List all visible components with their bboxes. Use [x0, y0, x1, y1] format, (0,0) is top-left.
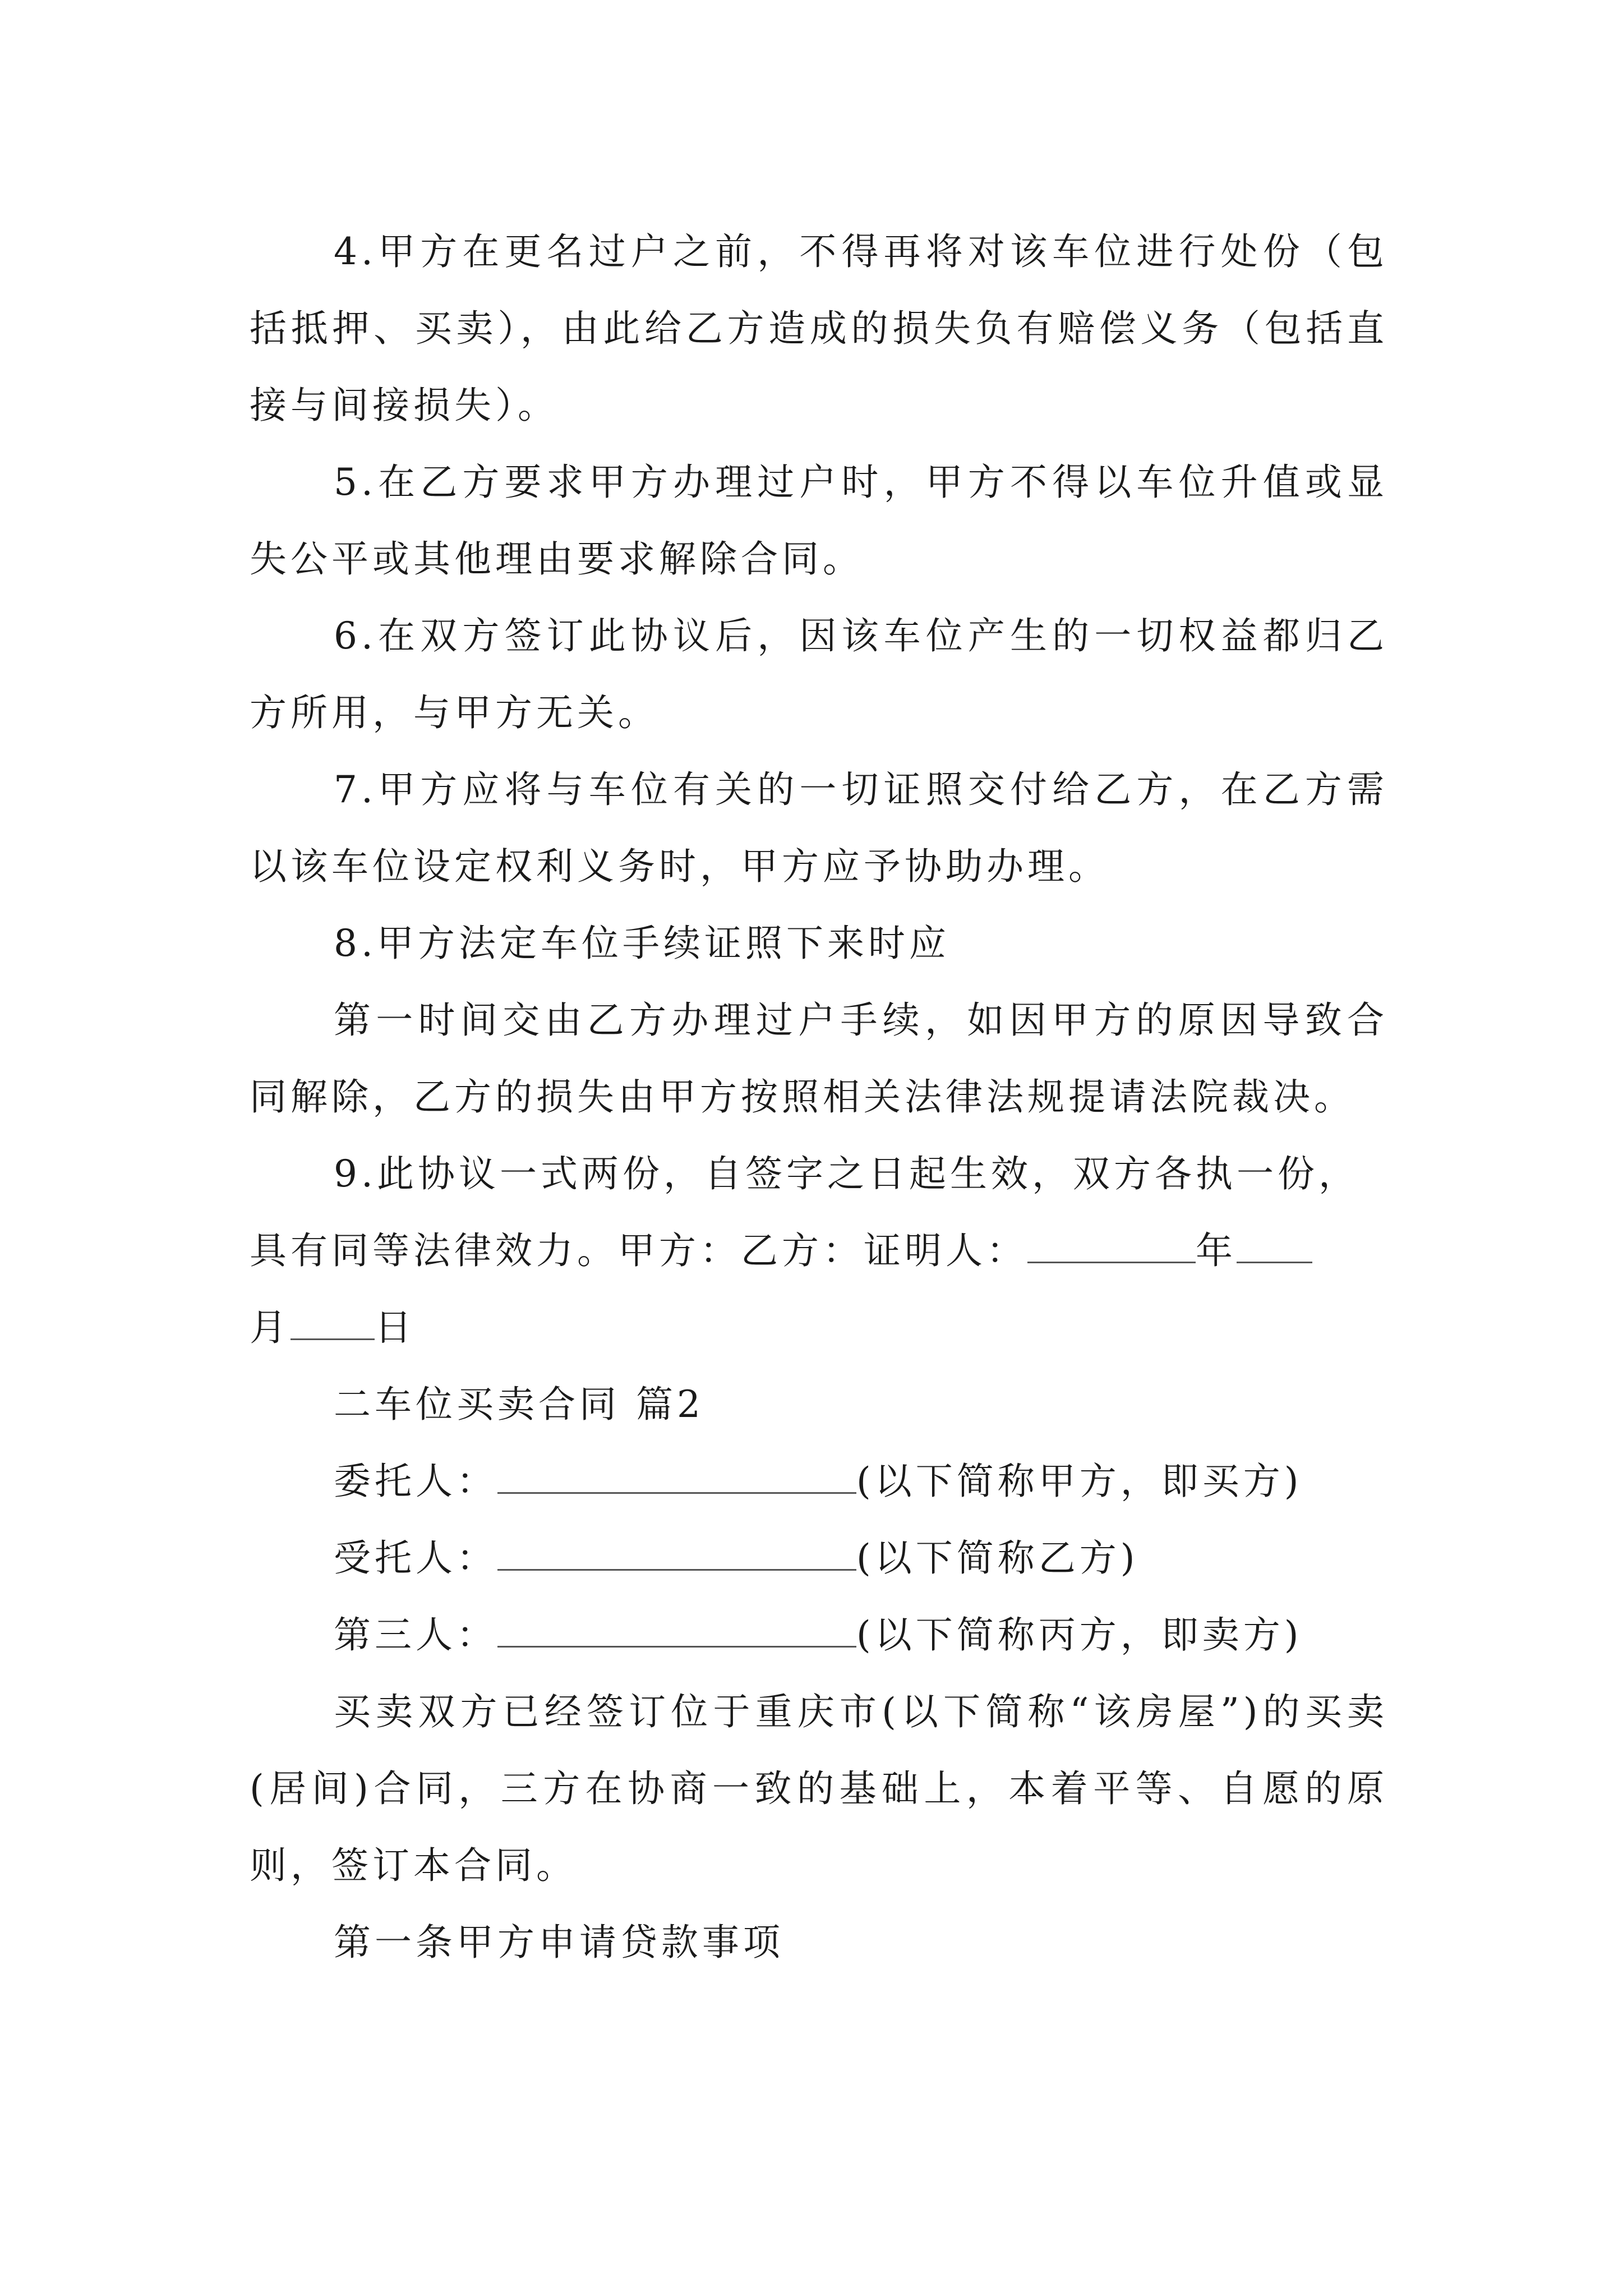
clause-9-parties-text: 具有同等法律效力。甲方：乙方：证明人：	[250, 1229, 1027, 1272]
clause-5: 5.在乙方要求甲方办理过户时，甲方不得以车位升值或显失公平或其他理由要求解除合同。	[250, 461, 1388, 581]
agent-line	[250, 1520, 1388, 1596]
clause-4: 4.甲方在更名过户之前，不得再将对该车位进行处份（包括抵押、买卖），由此给乙方造成的损失负有赔偿义务（包括直接与间接损失）。	[250, 230, 1388, 427]
year-month-blank[interactable]	[1237, 1226, 1312, 1263]
third-party-note: (以下简称丙方，即卖方)	[856, 1613, 1303, 1657]
clause-8: 8.甲方法定车位手续证照下来时应	[334, 922, 950, 965]
day-blank[interactable]	[291, 1303, 375, 1340]
clause-9-line-2	[250, 1212, 1388, 1289]
principal-label: 委托人：	[334, 1460, 497, 1503]
clause-8-continued: 第一时间交由乙方办理过户手续，如因甲方的原因导致合同解除，乙方的损失由甲方按照相关法律法规提请法院裁决。	[250, 999, 1388, 1119]
document-page	[250, 213, 1388, 1981]
agent-note: (以下简称乙方)	[856, 1536, 1139, 1580]
clause-7: 7.甲方应将与车位有关的一切证照交付给乙方，在乙方需以该车位设定权利义务时，甲方应予协助办理。	[250, 768, 1388, 888]
agent-blank[interactable]	[497, 1533, 856, 1571]
clause-6: 6.在双方签订此协议后，因该车位产生的一切权益都归乙方所用，与甲方无关。	[250, 614, 1388, 734]
clause-9-line-1: 9.此协议一式两份，自签字之日起生效，双方各执一份，	[334, 1152, 1359, 1195]
month-label: 月	[250, 1306, 291, 1349]
clause-9	[250, 1135, 1388, 1366]
third-party-blank[interactable]	[497, 1610, 856, 1648]
agent-label: 受托人：	[334, 1536, 497, 1580]
principal-blank[interactable]	[497, 1456, 856, 1494]
signature-blank[interactable]	[1027, 1226, 1196, 1263]
contract-intro: 买卖双方已经签订位于重庆市(以下简称“该房屋”)的买卖(居间)合同，三方在协商一致的基础上，本着平等、自愿的原则，签订本合同。	[250, 1690, 1388, 1887]
clause-9-line-3	[250, 1289, 1388, 1366]
article-1-heading: 第一条甲方申请贷款事项	[334, 1921, 784, 1964]
third-party-label: 第三人：	[334, 1613, 497, 1657]
principal-note: (以下简称甲方，即买方)	[856, 1460, 1303, 1503]
day-label: 日	[375, 1306, 416, 1349]
principal-line	[250, 1443, 1388, 1520]
section-2-title: 二车位买卖合同 篇2	[334, 1383, 704, 1426]
third-party-line	[250, 1596, 1388, 1673]
year-label: 年	[1196, 1229, 1237, 1272]
